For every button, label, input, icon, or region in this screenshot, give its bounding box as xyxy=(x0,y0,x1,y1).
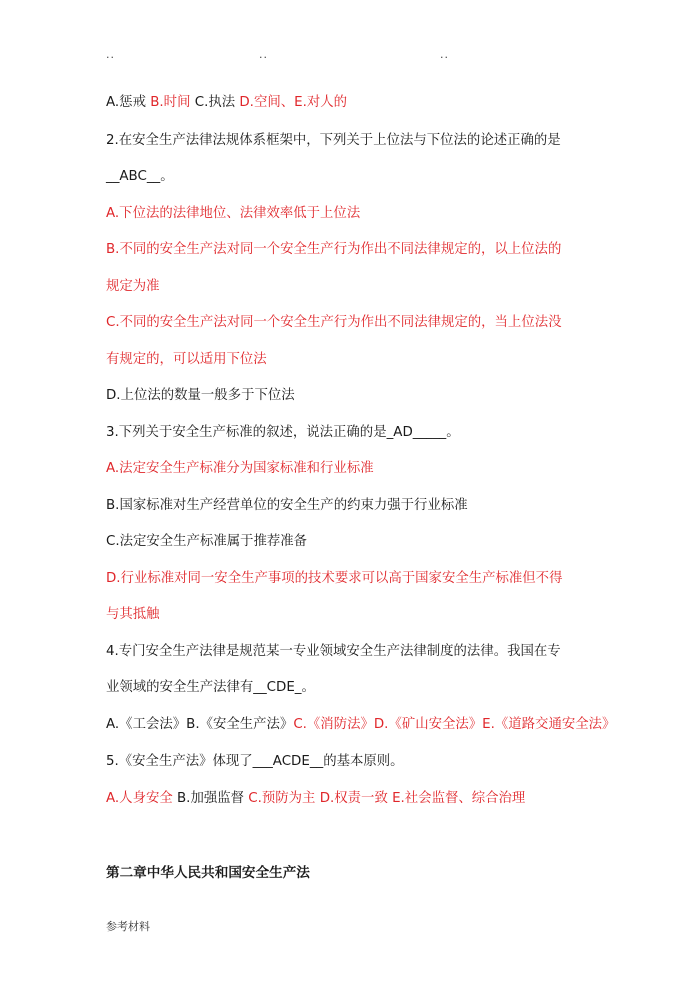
q5-option-b: B.加强监督 xyxy=(177,791,249,806)
q2-option-c-line2: 有规定的，可以适用下位法 xyxy=(106,352,267,367)
q4-options-ab: A.《工会法》B.《安全生产法》 xyxy=(106,717,294,732)
header-mark-3: .. xyxy=(440,48,449,61)
q5-option-c: C.预防为主 xyxy=(248,791,320,806)
q4-options xyxy=(106,716,616,734)
header-mark-2: .. xyxy=(259,48,268,61)
q5-option-a: A.人身安全 xyxy=(106,791,177,806)
q5-options xyxy=(106,790,606,808)
q3-option-a: A.法定安全生产标准分为国家标准和行业标准 xyxy=(106,461,374,476)
footer-label: 参考材料 xyxy=(106,920,150,933)
header-mark-1: .. xyxy=(106,48,115,61)
q4-options-cde: C.《消防法》D.《矿山安全法》E.《道路交通安全法》 xyxy=(293,717,616,732)
q1-option-a: A.惩戒 xyxy=(106,95,151,110)
q2-option-a: A.下位法的法律地位、法律效率低于上位法 xyxy=(106,206,361,221)
q3-option-c: C.法定安全生产标准属于推荐准备 xyxy=(106,534,308,549)
q4-stem-line2: 业领域的安全生产法律有__CDE_。 xyxy=(106,680,315,695)
q1-option-c: C.执法 xyxy=(194,95,240,110)
q1-options xyxy=(106,94,606,112)
q4-stem-line1: 4.专门安全生产法律是规范某一专业领域安全生产法律制度的法律。我国在专 xyxy=(106,644,561,659)
q2-option-c-line1: C.不同的安全生产法对同一个安全生产行为作出不同法律规定的，当上位法没 xyxy=(106,315,562,330)
q2-stem-line1: 2.在安全生产法律法规体系框架中，下列关于上位法与下位法的论述正确的是 xyxy=(106,133,561,148)
q3-option-d-line1: D.行业标准对同一安全生产事项的技术要求可以高于国家安全生产标准但不得 xyxy=(106,571,563,586)
q1-option-b: B.时间 xyxy=(150,95,195,110)
q3-option-d-line2: 与其抵触 xyxy=(106,607,160,622)
q2-option-d: D.上位法的数量一般多于下位法 xyxy=(106,388,295,403)
chapter-heading: 第二章中华人民共和国安全生产法 xyxy=(106,865,310,881)
q5-option-d: D.权责一致 xyxy=(319,791,393,806)
q2-stem-line2: __ABC__。 xyxy=(106,169,174,184)
q1-option-de: D.空间、E.对人的 xyxy=(239,95,348,110)
q5-option-e: E.社会监督、综合治理 xyxy=(392,791,526,806)
q3-stem: 3.下列关于安全生产标准的叙述，说法正确的是_AD_____。 xyxy=(106,425,460,440)
q2-option-b-line2: 规定为准 xyxy=(106,279,160,294)
q3-option-b: B.国家标准对生产经营单位的安全生产的约束力强于行业标准 xyxy=(106,498,468,513)
q2-option-b-line1: B.不同的安全生产法对同一个安全生产行为作出不同法律规定的，以上位法的 xyxy=(106,242,562,257)
q5-stem: 5.《安全生产法》体现了___ACDE__的基本原则。 xyxy=(106,754,404,769)
